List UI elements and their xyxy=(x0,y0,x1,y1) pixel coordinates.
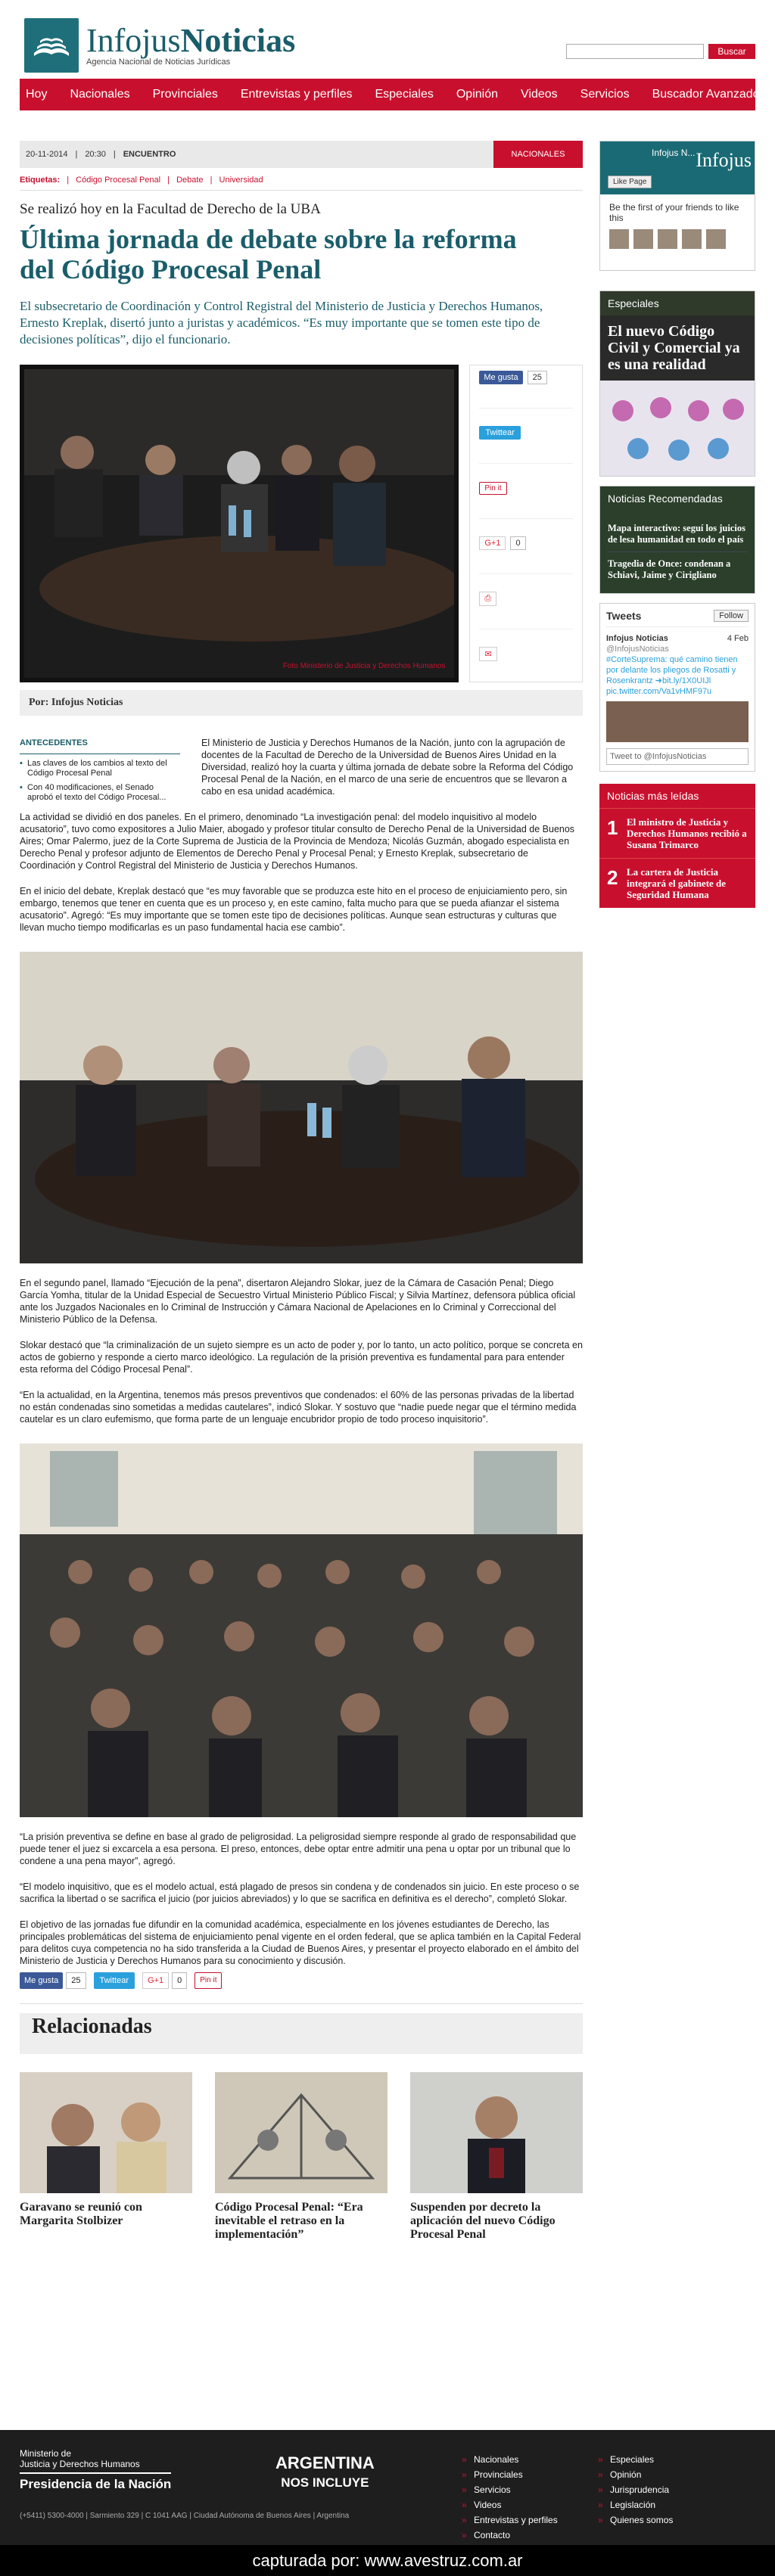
nav-opinion[interactable]: Opinión xyxy=(456,88,499,101)
fb-friends-text: Be the first of your friends to like this xyxy=(609,202,739,223)
article-section: ENCUENTRO xyxy=(123,150,176,159)
footer-link[interactable]: » Entrevistas y perfiles xyxy=(462,2515,598,2525)
facebook-count: 25 xyxy=(528,371,547,384)
especiales-illustration[interactable] xyxy=(600,381,755,476)
meta-separator: | xyxy=(113,150,116,159)
paragraph: Slokar destacó que “la criminalización de un sujeto siempre es un acto de poder y, por lo tanto, un acto político, porque se concreta en actos de gobierno y responde a cierto marco ideológico. La regulación de la prisión preventiva es fundamental para para entender esta reforma del Código Procesal Penal”. xyxy=(20,1340,583,1375)
footer-link[interactable]: » Nacionales xyxy=(462,2454,598,2465)
related-item[interactable] xyxy=(215,2072,388,2242)
facebook-widget xyxy=(599,141,755,271)
recomendadas-widget xyxy=(599,486,755,594)
like-page-button[interactable]: Like Page xyxy=(608,176,652,188)
recomendada-link[interactable]: Mapa interactivo: seguí los juicios de lesa humanidad en todo el país xyxy=(608,517,747,552)
article-lead: El subsecretario de Coordinación y Control Registral del Ministerio de Justicia y Derechos Humanos, Ernesto Kreplak, disertó junto a juristas y académicos. “Es muy importante que se tomen este tipo de decisiones políticas”, dijo el funcionario. xyxy=(20,299,543,346)
nav-entrevistas[interactable]: Entrevistas y perfiles xyxy=(240,88,353,101)
byline: Por: Infojus Noticias xyxy=(20,690,583,716)
share-tw-row xyxy=(479,428,573,464)
tweet[interactable] xyxy=(606,633,749,742)
facebook-like-button[interactable]: Me gusta xyxy=(20,1972,63,1989)
capture-credit: capturada por: www.avestruz.com.ar xyxy=(0,2545,775,2576)
footer-link[interactable]: » Especiales xyxy=(598,2454,734,2465)
ministry-logo[interactable] xyxy=(20,2448,171,2492)
google-plus-button[interactable]: G+1 xyxy=(479,536,506,550)
footer-link[interactable]: » Opinión xyxy=(598,2469,734,2480)
header xyxy=(20,0,755,79)
tweet-input[interactable]: Tweet to @InfojusNoticias xyxy=(606,748,749,765)
article xyxy=(20,141,583,2242)
nav-servicios[interactable]: Servicios xyxy=(580,88,630,101)
tag-link[interactable]: Universidad xyxy=(219,176,263,185)
recomendadas-title: Noticias Recomendadas xyxy=(600,486,755,511)
mas-leida-item[interactable] xyxy=(599,808,755,858)
article-date: 20-11-2014 xyxy=(26,150,68,159)
tag-separator: | xyxy=(67,176,70,185)
nav-provinciales[interactable]: Provinciales xyxy=(152,88,218,101)
share-bar-bottom xyxy=(20,1976,583,2004)
site-logo[interactable] xyxy=(24,18,295,73)
related-item[interactable] xyxy=(410,2072,583,2242)
related-image[interactable] xyxy=(410,2072,583,2193)
tags-label: Etiquetas: xyxy=(20,176,61,185)
footer-link[interactable]: » Quienes somos xyxy=(598,2515,734,2525)
panel-photo[interactable] xyxy=(20,952,583,1263)
tweet-button[interactable]: Twittear xyxy=(479,426,521,440)
share-print-row xyxy=(479,593,573,629)
tweet-user[interactable]: Infojus Noticias xyxy=(606,634,668,643)
fb-page-title: Infojus N... xyxy=(652,148,696,158)
mas-leidas-title: Noticias más leídas xyxy=(607,790,699,802)
footer-link[interactable]: » Servicios xyxy=(462,2484,598,2495)
related-list xyxy=(20,2072,583,2242)
sidebar xyxy=(599,141,755,917)
tag-link[interactable]: Debate xyxy=(176,176,204,185)
paragraph: En el inicio del debate, Kreplak destacó que “es muy favorable que se produzca este hito en el proceso de enjuiciamiento pero, sin embargo, tenemos que tener en cuenta que es un proceso y, en este camino, falta mucho para que se pueda afianzar el sistema acusatorio”. Agregó: “Es muy importante que se tomen este tipo de decisiones políticas. Aunque sean estructuras y culturas que llevan mucho tiempo modificarlas es un paso fundamental hacia ese cambio”. xyxy=(20,886,568,933)
page xyxy=(20,0,760,2241)
share-mail-row xyxy=(479,649,573,684)
rank-number: 2 xyxy=(607,866,618,889)
paragraph: En el segundo panel, llamado “Ejecución de la pena”, disertaron Alejandro Slokar, juez de la Cámara de Casación Penal; Diego García Yomha, titular de la Unidad Especial de Secuestro Virtual Ministerio Público Fiscal; y Silvia Martínez, defensora pública oficial ante los Juzgados Nacionales en lo Criminal de Instrucción y Cámara Nacional de Apelaciones en lo Criminal y Correccional del Ministerio Público de la Defensa. xyxy=(20,1278,576,1325)
face-avatar xyxy=(658,229,677,249)
recomendada-link[interactable]: Tragedia de Once: condenan a Schiavi, Jaime y Cirigliano xyxy=(608,558,731,580)
face-avatar xyxy=(633,229,653,249)
tags xyxy=(20,176,583,191)
paragraph: “La prisión preventiva se define en base al grado de peligrosidad. La peligrosidad siempre responde al grado de responsabilidad que puede tener el juez si excarcela a esa persona. El preso, entonces, debe optar entre admitir una pena u optar por un tribunal que lo condene a una pena mayor”, agregó. xyxy=(20,1832,577,1866)
face-avatar xyxy=(682,229,702,249)
footer-link[interactable]: » Jurisprudencia xyxy=(598,2484,734,2495)
tweet-date: 4 Feb xyxy=(727,634,749,643)
facebook-count: 25 xyxy=(66,1972,86,1989)
fb-page-logo: Infojus xyxy=(696,149,752,171)
photo-caption: Foto Ministerio de Justicia y Derechos Humanos xyxy=(282,662,446,670)
article-kicker: Se realizó hoy en la Facultad de Derecho de la UBA xyxy=(20,201,321,217)
tweets-title: Tweets xyxy=(606,610,642,622)
logo-main: Infojus xyxy=(86,22,181,59)
pinterest-button[interactable]: Pin it xyxy=(479,482,506,495)
search-input[interactable] xyxy=(566,44,704,59)
footer-link[interactable]: » Provinciales xyxy=(462,2469,598,2480)
tweet-image[interactable] xyxy=(606,701,749,742)
especiales-banner[interactable]: El nuevo Código Civil y Comercial ya es una realidad xyxy=(600,315,755,381)
logo-accent: Noticias xyxy=(180,22,296,59)
main-nav xyxy=(20,79,760,110)
meta-separator: | xyxy=(75,150,78,159)
nav-nacionales[interactable]: Nacionales xyxy=(70,88,130,101)
paragraph: “El modelo inquisitivo, que es el modelo actual, está plagado de presos sin condena y de condenados sin juicio. En este proceso o se sacrifica la libertad o se sacrifica el juicio (por juicios abreviados) y lo que se sacrifica en definitiva es el derecho”, completó Slokar. xyxy=(20,1882,580,1904)
section-badge[interactable]: NACIONALES xyxy=(493,141,583,168)
google-plus-button[interactable]: G+1 xyxy=(142,1972,169,1989)
article-title: Última jornada de debate sobre la reforma del Código Procesal Penal xyxy=(20,224,517,284)
tag-separator: | xyxy=(167,176,170,185)
article-time: 20:30 xyxy=(85,150,106,159)
search-form xyxy=(566,44,755,59)
nav-videos[interactable]: Videos xyxy=(521,88,558,101)
audience-photo[interactable] xyxy=(20,1443,583,1817)
antecedente-link[interactable]: ▪ Con 40 modificaciones, el Senado aprobó el texto del Código Procesal... xyxy=(20,783,180,803)
print-icon[interactable]: ⎙ xyxy=(479,592,496,606)
paragraph: El Ministerio de Justicia y Derechos Humanos de la Nación, junto con la agrupación de docentes de la Facultad de Derecho de la Universidad de Buenos Aires Unidad en la Diversidad, realizó hoy la cuarta y última jornada de debate sobre la Reforma del Código Procesal Penal de la Nación, en el marco de una serie de encuentros que se llevaron a cabo en esa unidad académica. xyxy=(201,738,574,797)
mas-leida-item[interactable] xyxy=(599,858,755,908)
tweet-text: #CorteSuprema: qué camino tienen por delante los pliegos de Rosatti y Rosenkrantz ➜bit.ly/1X0UIJl pic.twitter.com/Va1vHMF97u xyxy=(606,655,738,696)
related-item[interactable] xyxy=(20,2072,192,2242)
google-plus-count: 0 xyxy=(172,1972,187,1989)
nav-buscador-avanzado[interactable]: Buscador Avanzado xyxy=(652,88,760,101)
pinterest-button[interactable]: Pin it xyxy=(195,1972,222,1989)
follow-button[interactable]: Follow xyxy=(714,610,749,622)
related-title-link[interactable]: Garavano se reunió con Margarita Stolbizer xyxy=(20,2201,142,2227)
tag-link[interactable]: Código Procesal Penal xyxy=(76,176,161,185)
mas-leida-title[interactable]: La cartera de Justicia integrará el gabinete de Seguridad Humana xyxy=(627,866,727,900)
mas-leidas-widget xyxy=(599,784,755,908)
main-photo[interactable] xyxy=(20,365,459,682)
logo-subtitle: Agencia Nacional de Noticias Jurídicas xyxy=(86,57,231,67)
related-title: Relacionadas xyxy=(20,2013,583,2054)
article-body xyxy=(20,737,583,2242)
article-meta xyxy=(20,141,583,168)
fb-faces xyxy=(609,229,745,249)
antecedente-link[interactable]: ▪ Las claves de los cambios al texto del Código Procesal Penal xyxy=(20,759,180,778)
paragraph: “En la actualidad, en la Argentina, tenemos más presos preventivos que condenados: el 60% de las personas privadas de la libertad no están condenadas sino sometidas a medidas cautelares”, indicó Slokar. Y sostuvo que “nadie puede negar que el término medida cautelar es un claro eufemismo, que forma parte de un lenguaje encubridor propio de todo proceso inquisitorio”. xyxy=(20,1390,577,1425)
face-avatar xyxy=(706,229,726,249)
footer-link[interactable]: » Videos xyxy=(462,2500,598,2510)
mas-leida-title[interactable]: El ministro de Justicia y Derechos Humanos recibió a Susana Trimarco xyxy=(627,816,747,850)
share-fb-row xyxy=(479,373,573,409)
especiales-widget xyxy=(599,291,755,477)
main-photo-row xyxy=(20,365,583,682)
tag-separator: | xyxy=(210,176,213,185)
paragraph: La actividad se dividió en dos paneles. En el primero, denominado “La investigación penal: del modelo inquisitivo al modelo acusatorio”, tuvo como expositores a Julio Maier, abogado y profesor titular consulto de Derecho Penal de la Universidad de Buenos Aires; Omar Palermo, juez de la Corte Suprema de Justicia de la Provincia de Mendoza; Nicolás Guzmán, abogado especialista en Derecho Penal y profesor adjunto de Elementos de Derecho Penal y Procesal Penal; y Ernesto Kreplak, subsecretario de Coordinación y Control Registral del Ministerio de Justicia y Derechos Humanos. xyxy=(20,812,575,871)
antecedentes-box xyxy=(20,737,180,807)
tweet-button[interactable]: Twittear xyxy=(94,1972,135,1989)
related-title-link[interactable]: Suspenden por decreto la aplicación del nuevo Código Procesal Penal xyxy=(410,2201,556,2241)
nav-hoy[interactable]: Hoy xyxy=(26,88,48,101)
book-logo-icon xyxy=(24,18,79,73)
search-button[interactable]: Buscar xyxy=(708,44,755,59)
tweet-handle: @InfojusNoticias xyxy=(606,645,669,654)
google-plus-count: 0 xyxy=(510,536,525,550)
email-icon[interactable]: ✉ xyxy=(479,647,496,661)
facebook-like-button[interactable]: Me gusta xyxy=(479,371,522,384)
argentina-logo xyxy=(275,2454,375,2492)
footer-links xyxy=(462,2454,734,2545)
related-image[interactable] xyxy=(215,2072,388,2193)
share-g-row xyxy=(479,539,573,574)
rank-number: 1 xyxy=(607,816,618,839)
share-panel xyxy=(469,365,583,682)
argentina-line2: NOS INCLUYE xyxy=(281,2475,369,2490)
nav-especiales[interactable]: Especiales xyxy=(375,88,434,101)
ministry-line3: Presidencia de la Nación xyxy=(20,2472,171,2492)
related-image[interactable] xyxy=(20,2072,192,2193)
especiales-title: Especiales xyxy=(600,291,755,315)
share-pin-row xyxy=(479,483,573,519)
footer-link[interactable]: » Legislación xyxy=(598,2500,734,2510)
paragraph: El objetivo de las jornadas fue difundir en la comunidad académica, especialmente en los jóvenes estudiantes de Derecho, las principales problemáticas del sistema de enjuiciamiento penal vigente en el orden federal, que se aplica también en la Capital Federal para delitos cuya competencia no ha sido transferida a la Ciudad de Buenos Aires, y presentar el proyecto elaborado en el ámbito del Ministerio de Justicia y Derechos Humanos para su conocimiento y discusión. xyxy=(20,1919,581,1966)
twitter-widget xyxy=(599,603,755,772)
ministry-line1: Ministerio de xyxy=(20,2448,72,2459)
argentina-line1: ARGENTINA xyxy=(275,2453,375,2472)
face-avatar xyxy=(609,229,629,249)
footer-address: (+5411) 5300-4000 | Sarmiento 329 | C 1041 AAG | Ciudad Autónoma de Buenos Aires | Argentina xyxy=(20,2512,350,2520)
related-title-link[interactable]: Código Procesal Penal: “Era inevitable el retraso en la implementación” xyxy=(215,2201,363,2241)
footer-link[interactable]: » Contacto xyxy=(462,2530,598,2540)
antecedentes-title: ANTECEDENTES xyxy=(20,737,180,754)
ministry-line2: Justicia y Derechos Humanos xyxy=(20,2459,140,2469)
facebook-page-header[interactable] xyxy=(600,141,755,194)
